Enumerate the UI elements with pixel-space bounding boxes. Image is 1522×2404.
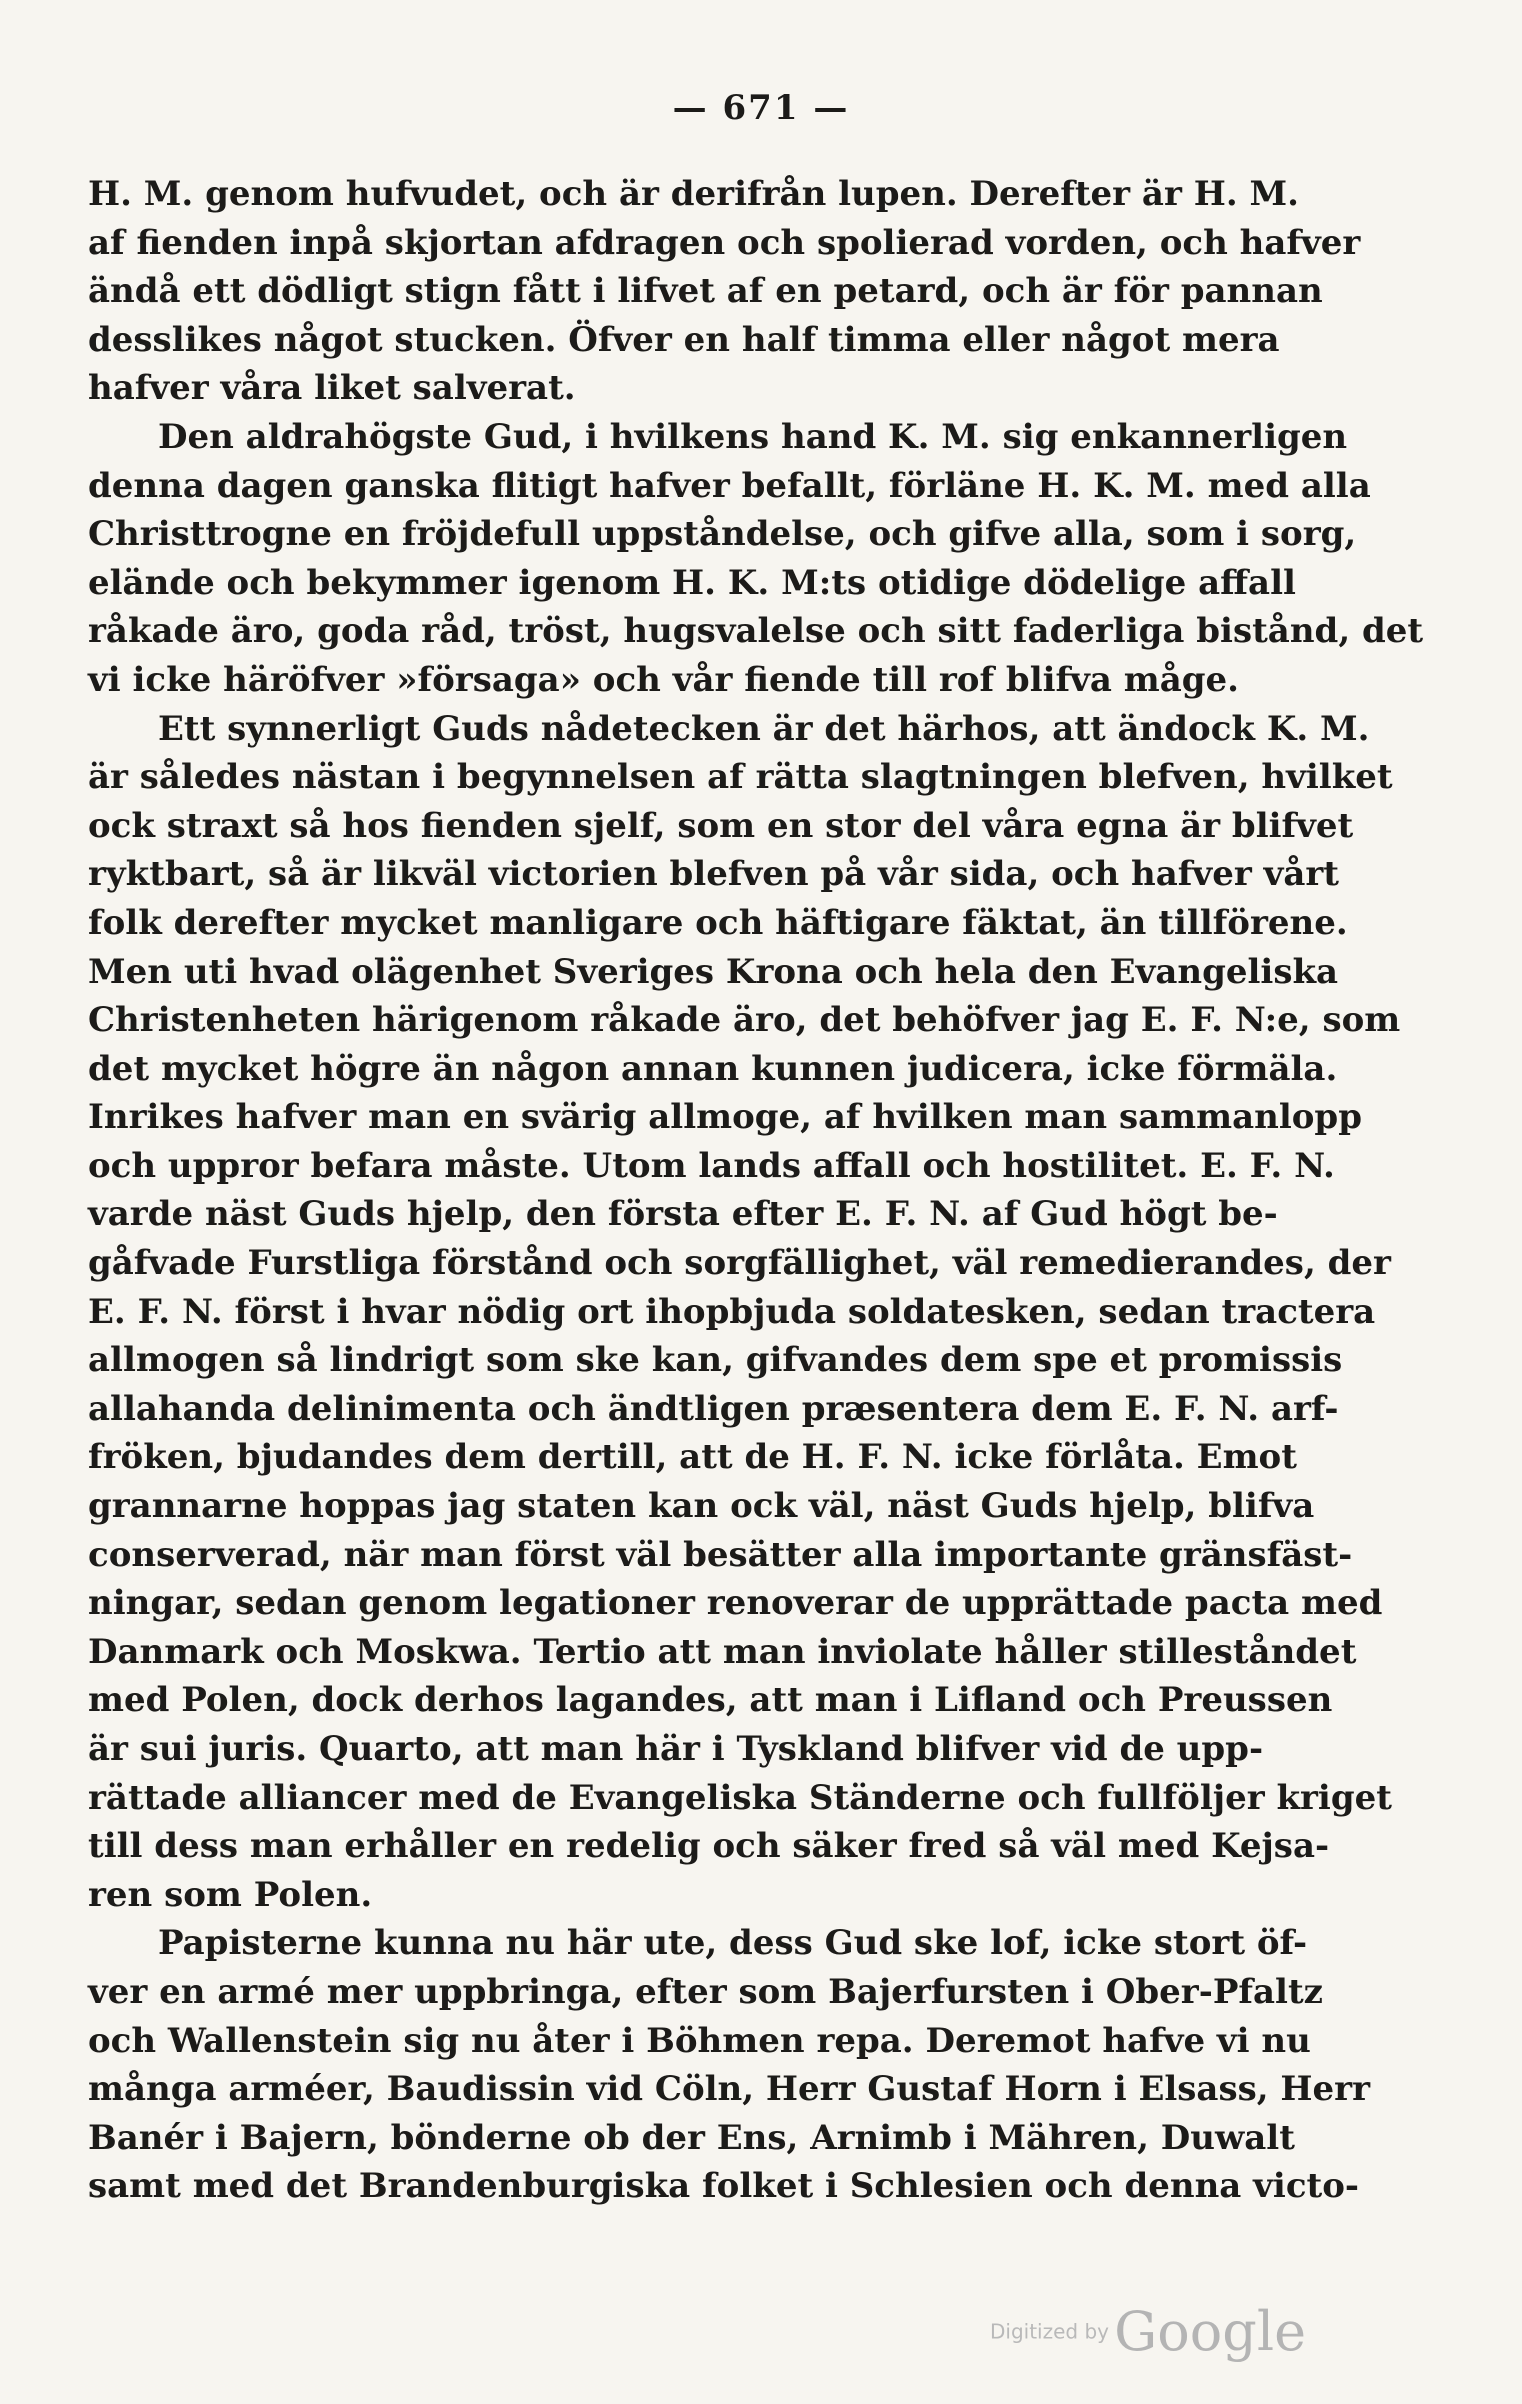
text-line: Inrikes hafver man en svärig allmoge, af hvilken man sammanlopp — [88, 1097, 1362, 1138]
text-line: grannarne hoppas jag staten kan ock väl, näst Guds hjelp, blifva — [88, 1486, 1315, 1527]
text-line: elände och bekymmer igenom H. K. M:ts otidige dödelige affall — [88, 562, 1296, 603]
text-line: ningar, sedan genom legationer renoverar de upprättade pacta med — [88, 1583, 1383, 1624]
text-line: ock straxt så hos fienden sjelf, som en stor del våra egna är blifvet — [88, 805, 1354, 846]
text-line: Papisterne kunna nu här ute, dess Gud ske lof, icke stort öf- — [158, 1923, 1308, 1964]
text-line: Den aldrahögste Gud, i hvilkens hand K. M. sig enkannerligen — [158, 416, 1348, 457]
text-line: desslikes något stucken. Öfver en half timma eller något mera — [88, 319, 1280, 360]
text-line: ver en armé mer uppbringa, efter som Bajerfursten i Ober-Pfaltz — [88, 1971, 1323, 2012]
text-line: och Wallenstein sig nu åter i Böhmen repa. Deremot hafve vi nu — [88, 2020, 1311, 2061]
text-line: till dess man erhåller en redelig och säker fred så väl med Kejsa- — [88, 1826, 1330, 1867]
text-line: Men uti hvad olägenhet Sveriges Krona och hela den Evangeliska — [88, 951, 1339, 992]
text-line: Danmark och Moskwa. Tertio att man inviolate håller stilleståndet — [88, 1631, 1357, 1672]
body-text — [88, 170, 1424, 2211]
page-number: — 671 — — [672, 88, 850, 128]
text-line: Ett synnerligt Guds nådetecken är det härhos, att ändock K. M. — [158, 708, 1370, 749]
text-line: folk derefter mycket manligare och häftigare fäktat, än tillförene. — [88, 902, 1348, 943]
text-line: af fienden inpå skjortan afdragen och spolierad vorden, och hafver — [88, 222, 1361, 263]
text-line: allahanda delinimenta och ändtligen præsentera dem E. F. N. arf- — [88, 1388, 1339, 1429]
text-line: samt med det Brandenburgiska folket i Schlesien och denna victo- — [88, 2166, 1360, 2207]
text-line: hafver våra liket salverat. — [88, 368, 576, 409]
text-line: många arméer, Baudissin vid Cöln, Herr Gustaf Horn i Elsass, Herr — [88, 2069, 1371, 2110]
text-line: ryktbart, så är likväl victorien blefven på vår sida, och hafver vårt — [88, 854, 1339, 895]
text-line: conserverad, när man först väl besätter alla importante gränsfäst- — [88, 1534, 1353, 1575]
text-line: fröken, bjudandes dem dertill, att de H. F. N. icke förlåta. Emot — [88, 1437, 1297, 1478]
text-line: ändå ett dödligt stign fått i lifvet af en petard, och är för pannan — [88, 271, 1323, 312]
text-line: vi icke häröfver »försaga» och vår fiende till rof blifva måge. — [88, 659, 1240, 700]
watermark-prefix: Digitized by — [990, 2319, 1109, 2344]
text-line: är sui juris. Quarto, att man här i Tyskland blifver vid de upp- — [88, 1729, 1264, 1769]
text-line: råkade äro, goda råd, tröst, hugsvalelse och sitt faderliga bistånd, det — [88, 611, 1424, 652]
text-line: med Polen, dock derhos lagandes, att man i Lifland och Preussen — [88, 1680, 1333, 1721]
text-line: Christenheten härigenom råkade äro, det behöfver jag E. F. N:e, som — [88, 1000, 1401, 1041]
text-line: är således nästan i begynnelsen af rätta slagtningen blefven, hvilket — [88, 757, 1393, 798]
text-line: rättade alliancer med de Evangeliska Ständerne och fullföljer kriget — [88, 1777, 1392, 1818]
text-line: Christtrogne en fröjdefull uppståndelse, och gifve alla, som i sorg, — [88, 514, 1357, 555]
text-line: Banér i Bajern, bönderne ob der Ens, Arnimb i Mähren, Duwalt — [88, 2117, 1295, 2158]
text-line: gåfvade Furstliga förstånd och sorgfällighet, väl remedierandes, der — [88, 1243, 1391, 1284]
text-line: E. F. N. först i hvar nödig ort ihopbjuda soldatesken, sedan tractera — [88, 1291, 1376, 1332]
text-line: och uppror befara måste. Utom lands affall och hostilitet. E. F. N. — [88, 1145, 1335, 1186]
digitization-watermark — [990, 2300, 1306, 2363]
text-line: denna dagen ganska flitigt hafver befallt, förläne H. K. M. med alla — [88, 465, 1371, 506]
text-line: det mycket högre än någon annan kunnen judicera, icke förmäla. — [88, 1048, 1338, 1089]
google-logo: Google — [1114, 2300, 1307, 2363]
text-line: ren som Polen. — [88, 1874, 373, 1915]
text-line: allmogen så lindrigt som ske kan, gifvandes dem spe et promissis — [88, 1340, 1343, 1381]
text-line: H. M. genom hufvudet, och är derifrån lupen. Derefter är H. M. — [88, 174, 1299, 214]
text-line: varde näst Guds hjelp, den första efter E. F. N. af Gud högt be- — [88, 1194, 1278, 1235]
